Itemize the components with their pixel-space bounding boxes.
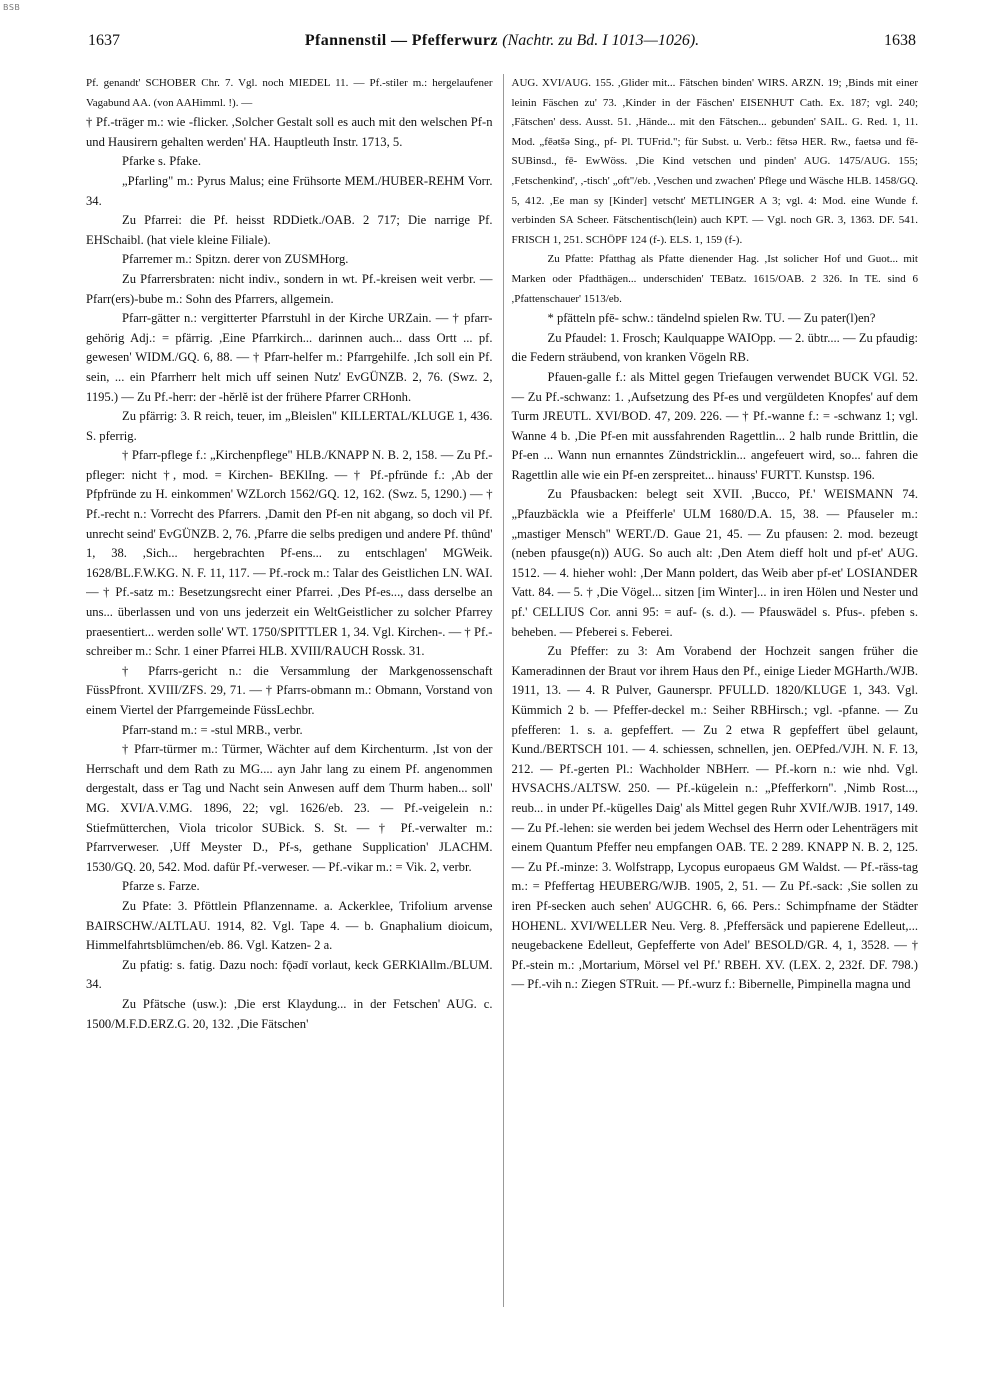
dictionary-entry: * pfätteln pfē- schw.: tändelnd spielen Rw. TU. — Zu pater(l)en? — [547, 311, 876, 326]
running-title-sub: (Nachtr. zu Bd. I 1013—1026). — [502, 32, 700, 49]
dictionary-entry: Pf. genandt' SCHOBER Chr. 7. Vgl. noch MIEDEL 11. — Pf.-stiler m.: hergelaufener Vagabund AA. (von AAHimml. !). — — [86, 77, 493, 109]
dictionary-entry: † Pfarrs-gericht n.: die Versammlung der Markgenossenschaft FüssPfront. XVIII/ZFS. 29, 71. — † Pfarrs-obmann m.: Obmann, Vorstand von einem Viertel der Pfarrgemeinde FüssLechbr. — [86, 663, 493, 717]
dictionary-entry: † Pfarr-türmer m.: Türmer, Wächter auf dem Kirchenturm. ,Ist von der Herrschaft und dem Rath zu MG.... ayn Jahr lang zu einem Pf. angenommen dergestalt, dass er Tag und Nacht sein Anwesen auff dem Thurm haben... soll' MG. XVI/A.V.MG. 1896, 22; vgl. 1626/eb. 23. — Pf.-veigelein n.: Stiefmütterchen, Viola tricolor SUBick. S. St. — † Pf.-verwalter m.: Pfarrverweser. ,Uff Meyster D., Pf-s, gethane Supplication' JLACHM. 1530/GQ. 20, 542. Mod. dafür Pf.-verweser. — Pf.-vikar m.: = Vik. 2, verbr. — [86, 742, 493, 874]
dictionary-entry: Pfarze s. Farze. — [122, 879, 200, 894]
dictionary-entry: Zu Pfausbacken: belegt seit XVII. ,Bucco, Pf.' WEISMANN 74. „Pfauzbäckla wie a Pfeifferle' ULM 1680/D.A. 15, 38. — Pfauseler m.: „mastiger Mensch" WERT./D. Gaue 21, 45. — Zu pfausen: 2. mod. bezeugt (neben pfausge(n)) AUG. So auch alt: ,Den Atem dieff holt und pf-et' AUG. 1512. — 4. hieher wohl: ,Der Mann poldert, das Weib aber pf-et' LOSIANDER Vatt. 84. — 5. † ,Die Vögel... sitzen [im Winter]... in iren Hölen und Nester und pf.' CELLIUS Cor. anni 95: = auf- (s. d.). — Pfauswädel s. Pfus-. pfeben s. beheben. — Pfeberei s. Feberei. — [511, 487, 918, 639]
dictionary-entry: Pfarke s. Pfake. — [122, 154, 202, 169]
page-number-right: 1638 — [883, 32, 916, 49]
dictionary-entry: Pfarremer m.: Spitzn. derer von ZUSMHorg. — [122, 252, 349, 267]
running-title-main: Pfannenstil — Pfefferwurz — [304, 32, 498, 49]
dictionary-entry: Zu Pfatte: Pfatthag als Pfatte dienender Hag. ,Ist solicher Hof und Guot... mit Marken oder Pfadthägen... underschiden' TEBatz. 1615/OAB. 2 326. In TE. sind 6 ,Pfattenschauer' 1513/eb. — [511, 253, 918, 305]
dictionary-entry: Zu Pfarrersbraten: nicht indiv., sondern in wt. Pf.-kreisen weit verbr. — Pfarr(ers)-bube m.: Sohn des Pfarrers, allgemein. — [86, 271, 493, 306]
right-column — [503, 74, 919, 1307]
dictionary-entry: Pfauen-galle f.: als Mittel gegen Triefaugen verwendet BUCK VGl. 52. — Zu Pf.-schwanz: 1. ,Aufsetzung des Pf-es und vergüldeten Knopfes' auf dem Turm JREUTL. XVI/BOD. 47, 209. 226. — † Pf.-wanne f.: = -schwanz 1; vgl. Wanne 4 b. ,Die Pf-en mit aussfahrenden Ragettlin... 2 halb runde Brittlin, die Pf-en ... Wann nun ernanntes Zündstricklin... angefeuert wird, so... fahren die Ragettlin alle wie ein Pf-en zerspreitet... hinauss' FURTT. Kunstsp. 196. — [511, 369, 918, 482]
dictionary-entry: „Pfarling" m.: Pyrus Malus; eine Frühsorte MEM./HUBER-REHM Vorr. 34. — [86, 173, 493, 208]
dictionary-entry: AUG. XVI/AUG. 155. ,Glider mit... Fätschen binden' WIRS. ARZN. 19; ,Binds mit einer leinin Fäschen zu' 73. ,Kinder in der Fäschen' EISENHUT Cath. Ex. 187; vgl. 240; ,Fätschen' dess. Ausst. 51. ,Hände... mit den Fätschen... gebunden' SAIL. G. Red. 1, 11. Mod. „fēətšə Sing., pf- Pl. TUFrid."; für Subst. u. Verb.: fētsə HER. Rw., faetsə und fē- SUBinsd., fē- EwWöss. ,Die Kind vetschen und pinden' AUG. 1475/AUG. 155; ,Fetschenkind', ,-tisch' „oft"/eb. ,Veschen und zwachen' Pflege und Wäsche HLB. 1458/GQ. 5, 412. ,Ee man sy [Kinder] vetscht' METLINGER A 3; vgl. 4: Mod. eine Wunde f. verbinden SA Scheer. Fätschentisch(lein) auch KPT. — Vgl. noch GR. 3, 1363. DF. 541. FRISCH 1, 251. SCHÖPF 124 (f-). ELS. 1, 159 (f-). — [511, 77, 918, 246]
dictionary-entry: † Pfarr-pflege f.: „Kirchenpflege" HLB./KNAPP N. B. 2, 158. — Zu Pf.-pfleger: nicht †, mod. = Kirchen- BEKlIng. — † Pf.-pfründe f.: ,Ab der Pfpfründe zu H. einkommen' WZLorch 1562/GQ. 12, 162. (Swz. 5, 1290.) — † Pf.-recht n.: Vorrecht des Pfarrers. ,Damit den Pf-en nit abgang, so doch vil Pf. unrecht seind' EvGÜNZB. 2, 76. ,Pfarre die selbs predigen und andere Pf. thûnd' 1, 38. ,Sich... hergebrachten Pf-ens... zu entschlagen' MGWeik. 1628/BL.F.W.KG. N. F. 11, 117. — Pf.-rock m.: Talar des Geistlichen LN. WAI. — † Pf.-satz m.: Besetzungsrecht einer Pfarrei. ,Des Pf-es..., dass derselbe an uns... überlassen und von uns jederzeit ein WeltGeistlicher zu solcher Pfarrey praesentiert... werden solle' WT. 1750/SPITTLER 1, 34. Vgl. Kirchen-. — † Pf.-schreiber m.: Schr. 1 einer Pfarrei HLB. XVIII/RAUCH Rossk. 31. — [86, 448, 493, 659]
text-columns — [86, 74, 918, 1307]
dictionary-entry: Zu Pfate: 3. Pföttlein Pflanzenname. a. Ackerklee, Trifolium arvense BAIRSCHW./ALTLAU. 1914, 82. Vgl. Tape 4. — b. Gnaphalium dioicum, Himmelfahrtsblümchen/eb. 86. Vgl. Katzen- 2 a. — [86, 898, 493, 953]
dictionary-entry: Zu Pfarrei: die Pf. heisst RDDietk./OAB. 2 717; Die narrige Pf. EHSchaibl. (hat viele kleine Filiale). — [86, 213, 493, 247]
dictionary-entry: Zu pfärrig: 3. R reich, teuer, im „Bleislen" KILLERTAL/KLUGE 1, 436. S. pferrig. — [86, 409, 493, 443]
library-stamp: BSB — [3, 3, 21, 12]
dictionary-entry: † Pf.-träger m.: wie -flicker. ,Solcher Gestalt soll es auch mit den welschen Pf-n und Hausirern gehalten werden' HA. Hauptleuth Instr. 1713, 5. — [86, 115, 493, 149]
page-header — [88, 32, 916, 56]
left-column — [86, 74, 493, 1307]
dictionary-entry: Zu pfatig: s. fatig. Dazu noch: fǭədī vorlaut, keck GERKlAllm./BLUM. 34. — [86, 957, 493, 992]
page-number-left: 1637 — [88, 32, 120, 49]
dictionary-entry: Zu Pfätsche (usw.): ,Die erst Klaydung... in der Fetschen' AUG. c. 1500/M.F.D.ERZ.G. 20, 132. ,Die Fätschen' — [86, 996, 493, 1031]
running-title — [305, 32, 699, 50]
dictionary-entry: Pfarr-stand m.: = -stul MRB., verbr. — [122, 722, 303, 737]
dictionary-entry: Zu Pfaudel: 1. Frosch; Kaulquappe WAIOpp. — 2. übtr.... — Zu pfaudig: die Federn sträubend, von kranken Vögeln RB. — [511, 330, 918, 365]
dictionary-entry: Pfarr-gätter n.: vergitterter Pfarrstuhl in der Kirche URZain. — † pfarr-gehörig Adj.: = pfärrig. ,Eine Pfarrkirch... darinnen auch... dass Ortt ... pf. gewesen' WIDM./GQ. 6, 88. — † Pfarr-helfer m.: Pfarrgehilfe. ,Ich soll ein Pf. sein, ... ein Pfarrherr helt mich uff seinen Nutz' EvGÜNZB. 2, 76. (Swz. 2, 1195.) — Zu Pf.-herr: der -hĕrlĕ ist der frühere Pfarrer CRHonh. — [86, 311, 493, 404]
dictionary-entry: Zu Pfeffer: zu 3: Am Vorabend der Hochzeit sangen früher die Kameradinnen der Braut vor ihrem Haus den Pf., einige Lieder MGHarth./WJB. 1911, 13. — 4. R Pulver, Gaunerspr. PFULLD. 1820/KLUGE 1, 343. Vgl. Kümmich 2 b. — Pfeffer-deckel m.: Seiher RBHirsch.; vgl. -pfanne. — Zu pfefferen: 1. s. a. gepfeffert. — Zu 2 etwa R gepfeffert übel gelaunt, Kund./BERTSCH 101. — 4. schiessen, schnellen, jen. OEPfed./VJH. N. F. 13, 212. — Pf.-gerten Pl.: Wachholder NBHerr. — Pf.-korn n.: wie nhd. Vgl. HVSACHS./ALTSW. 250. — Pf.-kügelein n.: „Pfefferkorn". ,Nimb Rost..., reub... in under Pf.-kügelles Daig' als Mittel gegen Ruhr XVIf./WJB. 1917, 149. — Zu Pf.-lehen: sie werden bei jedem Wechsel des Herrn oder Lehenträgers mit einem Quantum Pfeffer neu empfangen OAB. TE. 2 289. KNAPP N. B. 2, 125. — Zu Pf.-minze: 3. Wolfstrapp, Lycopus europaeus GM Waldst. — Pf.-räss-tag m.: = Pfeffertag HEUBERG/WJB. 1905, 2, 51. — Zu Pf.-sack: ,Sie sollen zu iren Pf-secken auch sehen' AUGCHR. 6, 66. Pers.: Schimpfname der Städter HOHENL. XVI/WELLER Neu. Verg. 8. ,Pfeffersäck und papierene Edelleut,... neugebackene Edelleut, Gepfefferte von Adel' BESOLD/GR. 4, 1, 3528. — † Pf.-stein m.: ,Mortarium, Mörsel vel Pf.' RBEH. XV. (LEX. 2, 232f. DF. 798.) — Pf.-vih n.: Ziegen STRuit. — Pf.-wurz f.: Bibernelle, Pimpinella magna und — [511, 644, 918, 992]
